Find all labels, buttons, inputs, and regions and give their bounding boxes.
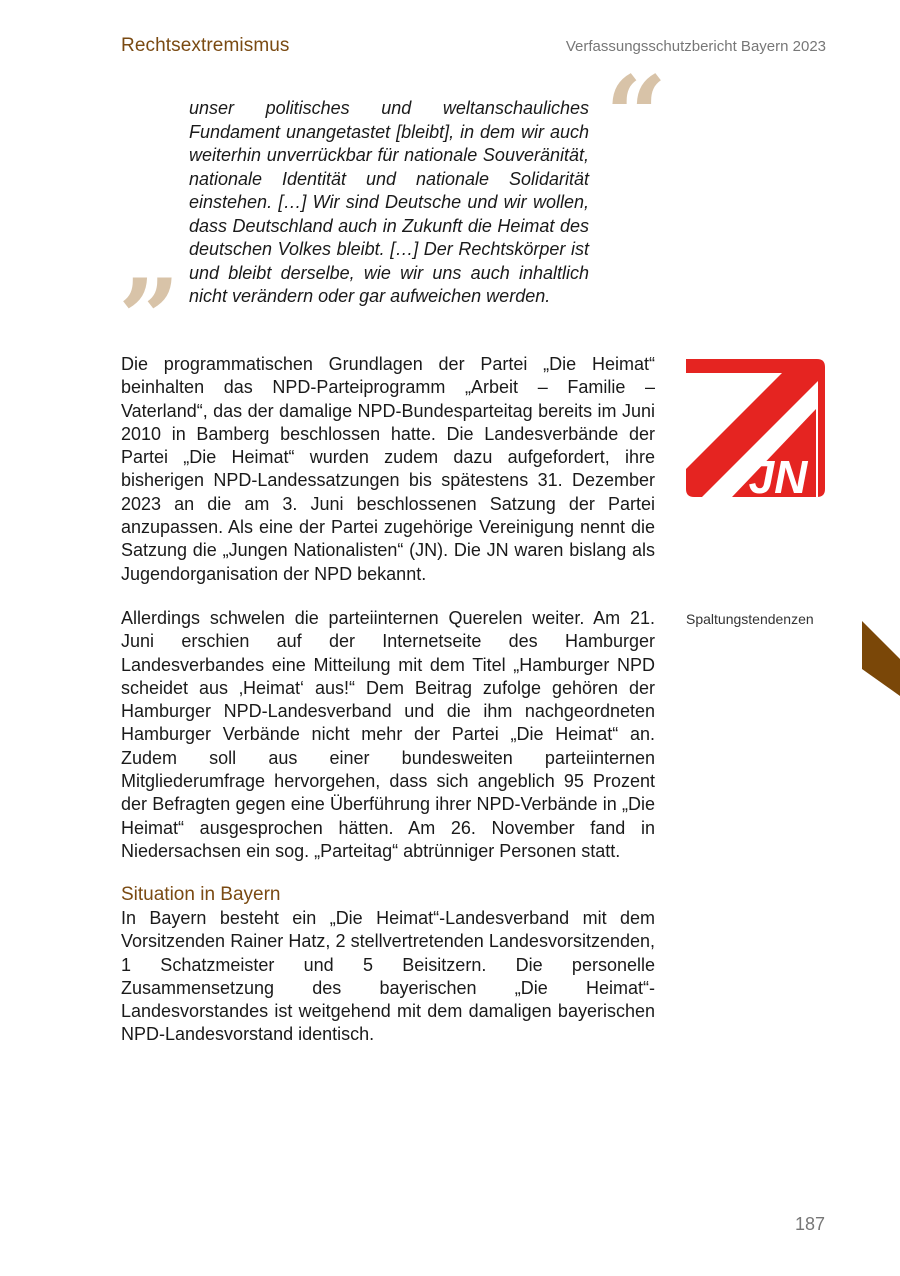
logo-text: JN [748, 451, 808, 497]
section-title: Rechtsextremismus [121, 35, 290, 56]
body-paragraph-3: In Bayern besteht ein „Die Heimat“-Landesverband mit dem Vorsitzenden Rainer Hatz, 2 stellvertretenden Landesvorsitzenden, 1 Schatzmeister und 5 Beisitzern. Die personelle Zusammensetzung des bayerischen „Die Heimat“-Landesvorstandes ist weitgehend mit dem damaligen bayerischen NPD-Landesvorstand identisch. [121, 908, 655, 1045]
block-quote: unser politisches und weltanschauliches Fundament unangetastet [bleibt], in dem wir auch weiterhin unverrückbar für nationale Souveränität, nationale Identität und nationale Solidarität einstehen. […] Wir sind Deutsche und wir wollen, dass Deutschland auch in Zukunft die Heimat des deutschen Volkes bleibt. […] Der Rechtskörper ist und bleibt derselbe, wie wir uns auch inhaltlich nicht verändern oder gar aufweichen werden. [189, 98, 589, 306]
jn-logo [686, 359, 825, 497]
body-paragraph-2: Allerdings schwelen die parteiinternen Querelen weiter. Am 21. Juni erschien auf der Internetseite des Hamburger Landesverbandes eine Mitteilung mit dem Titel „Hamburger NPD scheidet aus ‚Heimat‘ aus!“ Dem Beitrag zufolge gehören der Hamburger NPD-Landesverband und die ihm nachgeordneten Hamburger Verbände nicht mehr der Partei „Die Heimat“ an. Zudem soll aus einer bundesweiten parteiinternen Mitgliederumfrage hervorgehen, dass sich angeblich 95 Prozent der Befragten gegen eine Überführung ihrer NPD-Verbände in „Die Heimat“ ausgesprochen hätten. Am 26. November fand in Niedersachsen ein sog. „Parteitag“ abtrünniger Personen statt. [121, 608, 655, 861]
margin-note: Spaltungstendenzen [686, 611, 814, 627]
opening-quote-mark: “ [605, 53, 668, 179]
body-paragraph-1: Die programmatischen Grundlagen der Partei „Die Heimat“ beinhalten das NPD-Parteiprogramm „Arbeit – Familie – Vaterland“, das der damalige NPD-Bundesparteitag bereits im Juni 2010 in Bamberg beschlossen hatte. Die Landesverbände der Partei „Die Heimat“ wurden zudem dazu aufgefordert, ihre bisherigen NPD-Landessatzungen bis spätestens 31. Dezember 2023 an die am 3. Juni beschlossenen Satzung der Partei anzupassen. Als eine der Partei zugehörige Vereinigung nennt die Satzung die „Jungen Nationalisten“ (JN). Die JN waren bislang als Jugendorganisation der NPD bekannt. [121, 354, 655, 584]
page-number: 187 [794, 1214, 825, 1234]
report-title: Verfassungsschutzbericht Bayern 2023 [565, 38, 826, 55]
section-subheading: Situation in Bayern [121, 884, 281, 905]
chapter-tab-marker [862, 621, 900, 696]
closing-quote-mark: ” [118, 256, 181, 382]
